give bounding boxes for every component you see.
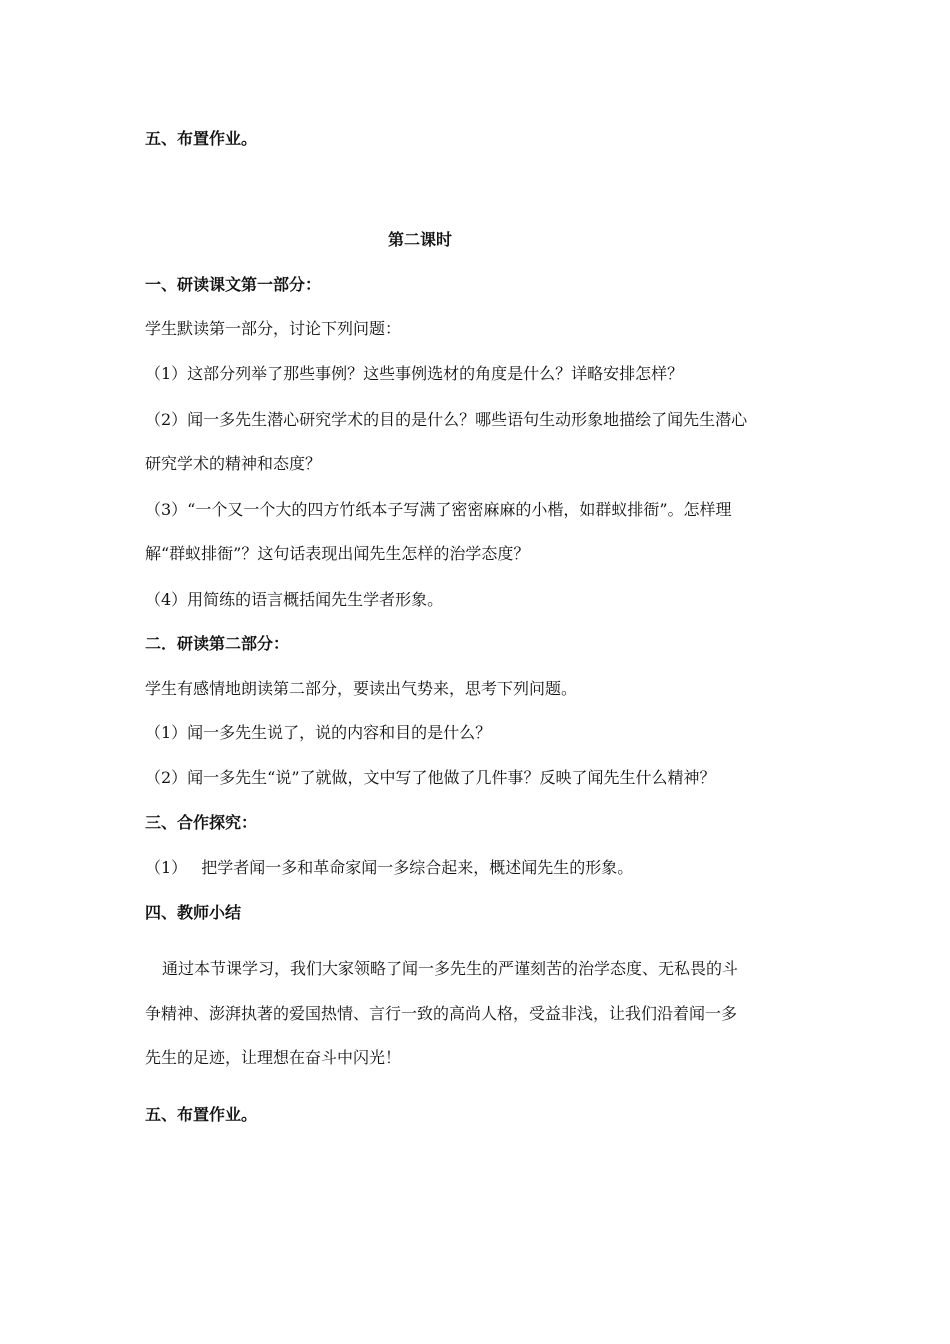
section-3-heading: 三、合作探究： bbox=[145, 813, 258, 832]
section-1-heading: 一、研读课文第一部分： bbox=[145, 275, 322, 294]
section-1-question-2-line-1: （2）闻一多先生潜心研究学术的目的是什么？哪些语句生动形象地描绘了闻先生潜心 bbox=[145, 410, 748, 429]
section-3-question-1-number: （1） bbox=[145, 858, 188, 877]
section-1-question-1: （1）这部分列举了那些事例？这些事例选材的角度是什么？详略安排怎样？ bbox=[145, 364, 684, 383]
section-5-heading: 五、布置作业。 bbox=[145, 1105, 258, 1124]
section-1-question-3-line-1: （3）“一个又一个大的四方竹纸本子写满了密密麻麻的小楷，如群蚁排衙”。怎样理 bbox=[145, 500, 732, 519]
section-2-intro: 学生有感情地朗读第二部分，要读出气势来，思考下列问题。 bbox=[145, 679, 578, 698]
summary-paragraph-line-2: 争精神、澎湃执著的爱国热情、言行一致的高尚人格，受益非浅，让我们沿着闻一多 bbox=[145, 1004, 738, 1023]
top-homework-heading: 五、布置作业。 bbox=[145, 129, 258, 148]
section-2-question-2: （2）闻一多先生“说”了就做，文中写了他做了几件事？反映了闻先生什么精神？ bbox=[145, 768, 716, 787]
summary-paragraph-line-3: 先生的足迹，让理想在奋斗中闪光！ bbox=[145, 1048, 402, 1067]
summary-paragraph-line-1: 通过本节课学习，我们大家领略了闻一多先生的严谨刻苦的治学态度、无私畏的斗 bbox=[162, 959, 739, 978]
section-2-heading: 二．研读第二部分： bbox=[145, 634, 290, 653]
section-3-question-1 bbox=[145, 857, 633, 879]
section-4-heading: 四、教师小结 bbox=[145, 903, 242, 922]
section-1-question-3-line-2: 解“群蚁排衙”？这句话表现出闻先生怎样的治学态度？ bbox=[145, 544, 530, 563]
section-1-intro: 学生默读第一部分，讨论下列问题： bbox=[145, 319, 402, 338]
section-3-question-1-text: 把学者闻一多和革命家闻一多综合起来，概述闻先生的形象。 bbox=[201, 858, 634, 877]
lesson-title: 第二课时 bbox=[387, 230, 452, 249]
section-1-question-4: （4）用简练的语言概括闻先生学者形象。 bbox=[145, 590, 444, 609]
section-1-question-2-line-2: 研究学术的精神和态度？ bbox=[145, 454, 322, 473]
section-2-question-1: （1）闻一多先生说了，说的内容和目的是什么？ bbox=[145, 723, 492, 742]
